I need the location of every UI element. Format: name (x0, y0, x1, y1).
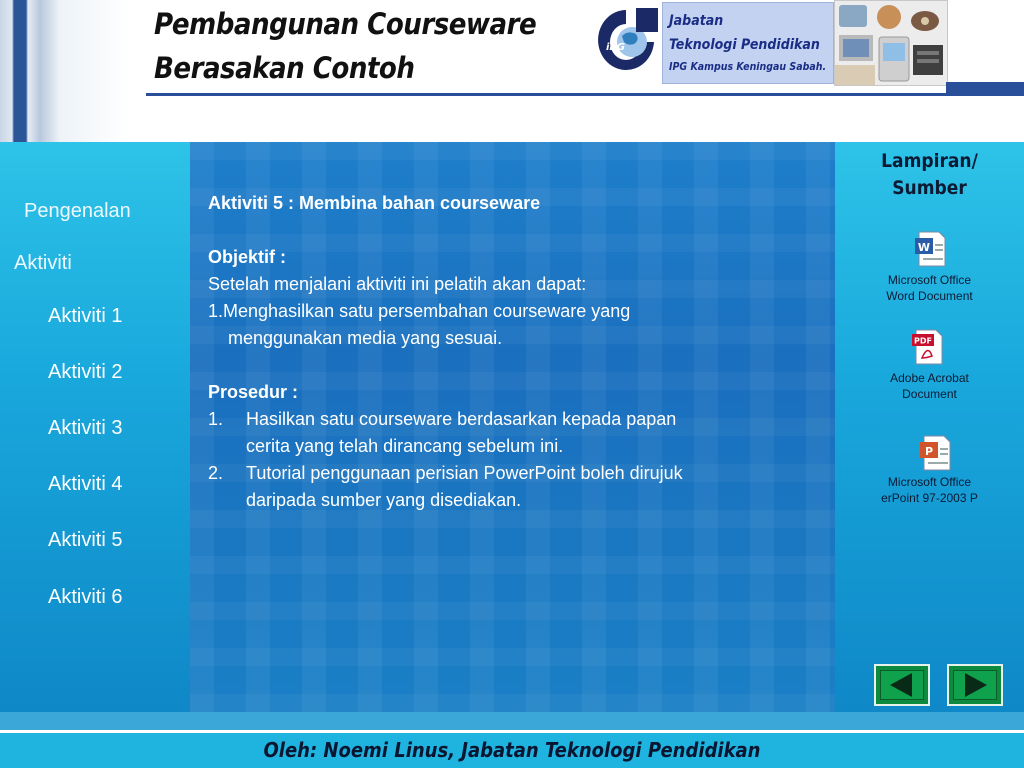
activity-heading: Aktiviti 5 : Membina bahan courseware (208, 193, 541, 213)
content-panel (190, 142, 835, 712)
department-label-box (662, 2, 834, 84)
objective-item-line-1: Menghasilkan satu persembahan courseware yang (223, 301, 631, 321)
dept-line-3: IPG Kampus Keningau Sabah. (669, 61, 827, 73)
pdf-document-icon (910, 328, 946, 366)
attachment-word-document[interactable] (835, 230, 1024, 310)
attachment-ppt-label-2: erPoint 97-2003 P (881, 491, 978, 505)
next-slide-button[interactable] (947, 664, 1003, 706)
procedure-item-2 (208, 460, 808, 514)
left-navigation (0, 142, 190, 730)
footer-credit: Oleh: Noemi Linus, Jabatan Teknologi Pendidikan (263, 738, 761, 762)
logo-text: iPG (606, 42, 625, 53)
left-arrow-icon (876, 666, 928, 704)
nav-aktiviti[interactable]: Aktiviti (14, 252, 72, 274)
procedure-item-2-line-2: daripada sumber yang disediakan. (246, 490, 522, 510)
title-line-2: Berasakan Contoh (154, 51, 415, 85)
procedure-item-1-number: 1. (208, 409, 224, 429)
word-document-icon (913, 230, 949, 268)
procedure-label: Prosedur : (208, 382, 299, 402)
procedure-item-1-line-1: Hasilkan satu courseware berdasarkan kepada papan (246, 409, 677, 429)
nav-aktiviti-6[interactable]: Aktiviti 6 (48, 586, 123, 608)
title-underline (146, 93, 1024, 96)
procedure-item-1 (208, 406, 808, 460)
content-text (208, 190, 808, 514)
procedure-item-2-number: 2. (208, 463, 224, 483)
photo-collage-image (834, 0, 948, 86)
slide-title (154, 2, 574, 90)
right-arrow-icon (949, 666, 1001, 704)
ipg-logo (592, 4, 660, 76)
attachment-pdf-document[interactable] (835, 328, 1024, 408)
dept-line-2: Teknologi Pendidikan (669, 37, 820, 53)
attachments-title (835, 148, 1024, 202)
attachments-title-line-1: Lampiran/ (881, 150, 978, 172)
header-accent-strip (946, 82, 1024, 96)
title-line-1: Pembangunan Courseware (154, 7, 537, 41)
footer-divider (0, 730, 1024, 733)
attachment-pdf-label-2: Document (902, 387, 957, 401)
main-area (0, 142, 1024, 730)
procedure-item-2-line-1: Tutorial penggunaan perisian PowerPoint boleh dirujuk (246, 463, 683, 483)
nav-pengenalan[interactable]: Pengenalan (24, 200, 131, 222)
attachment-pdf-label-1: Adobe Acrobat (890, 371, 969, 385)
attachment-word-label-1: Microsoft Office (887, 273, 972, 287)
attachment-ppt-label-1: Microsoft Office (887, 475, 972, 489)
nav-aktiviti-1[interactable]: Aktiviti 1 (48, 305, 123, 327)
objective-label: Objektif : (208, 247, 287, 267)
attachments-title-line-2: Sumber (892, 177, 967, 199)
word-icon-letter: W (917, 241, 931, 254)
powerpoint-document-icon (918, 434, 954, 472)
objective-item (208, 298, 808, 325)
procedure-item-1-line-2: cerita yang telah dirancang sebelum ini. (246, 436, 564, 456)
dept-line-1: Jabatan (669, 13, 724, 29)
slide-header (0, 0, 1024, 142)
nav-aktiviti-5[interactable]: Aktiviti 5 (48, 529, 123, 551)
nav-aktiviti-4[interactable]: Aktiviti 4 (48, 473, 123, 495)
pdf-icon-letters: PDF (914, 336, 932, 346)
footer (0, 730, 1024, 768)
nav-aktiviti-3[interactable]: Aktiviti 3 (48, 417, 123, 439)
attachments-panel (835, 142, 1024, 730)
attachment-word-label-2: Word Document (886, 289, 973, 303)
nav-aktiviti-2[interactable]: Aktiviti 2 (48, 361, 123, 383)
bottom-band (0, 712, 1024, 730)
attachment-powerpoint-document[interactable] (835, 434, 1024, 514)
objective-item-number: 1. (208, 301, 224, 321)
objective-item-line-2: menggunakan media yang sesuai. (228, 328, 503, 348)
objective-intro: Setelah menjalani aktiviti ini pelatih akan dapat: (208, 274, 587, 294)
ppt-icon-letter: P (924, 445, 934, 458)
previous-slide-button[interactable] (874, 664, 930, 706)
decorative-stripes (0, 0, 150, 142)
